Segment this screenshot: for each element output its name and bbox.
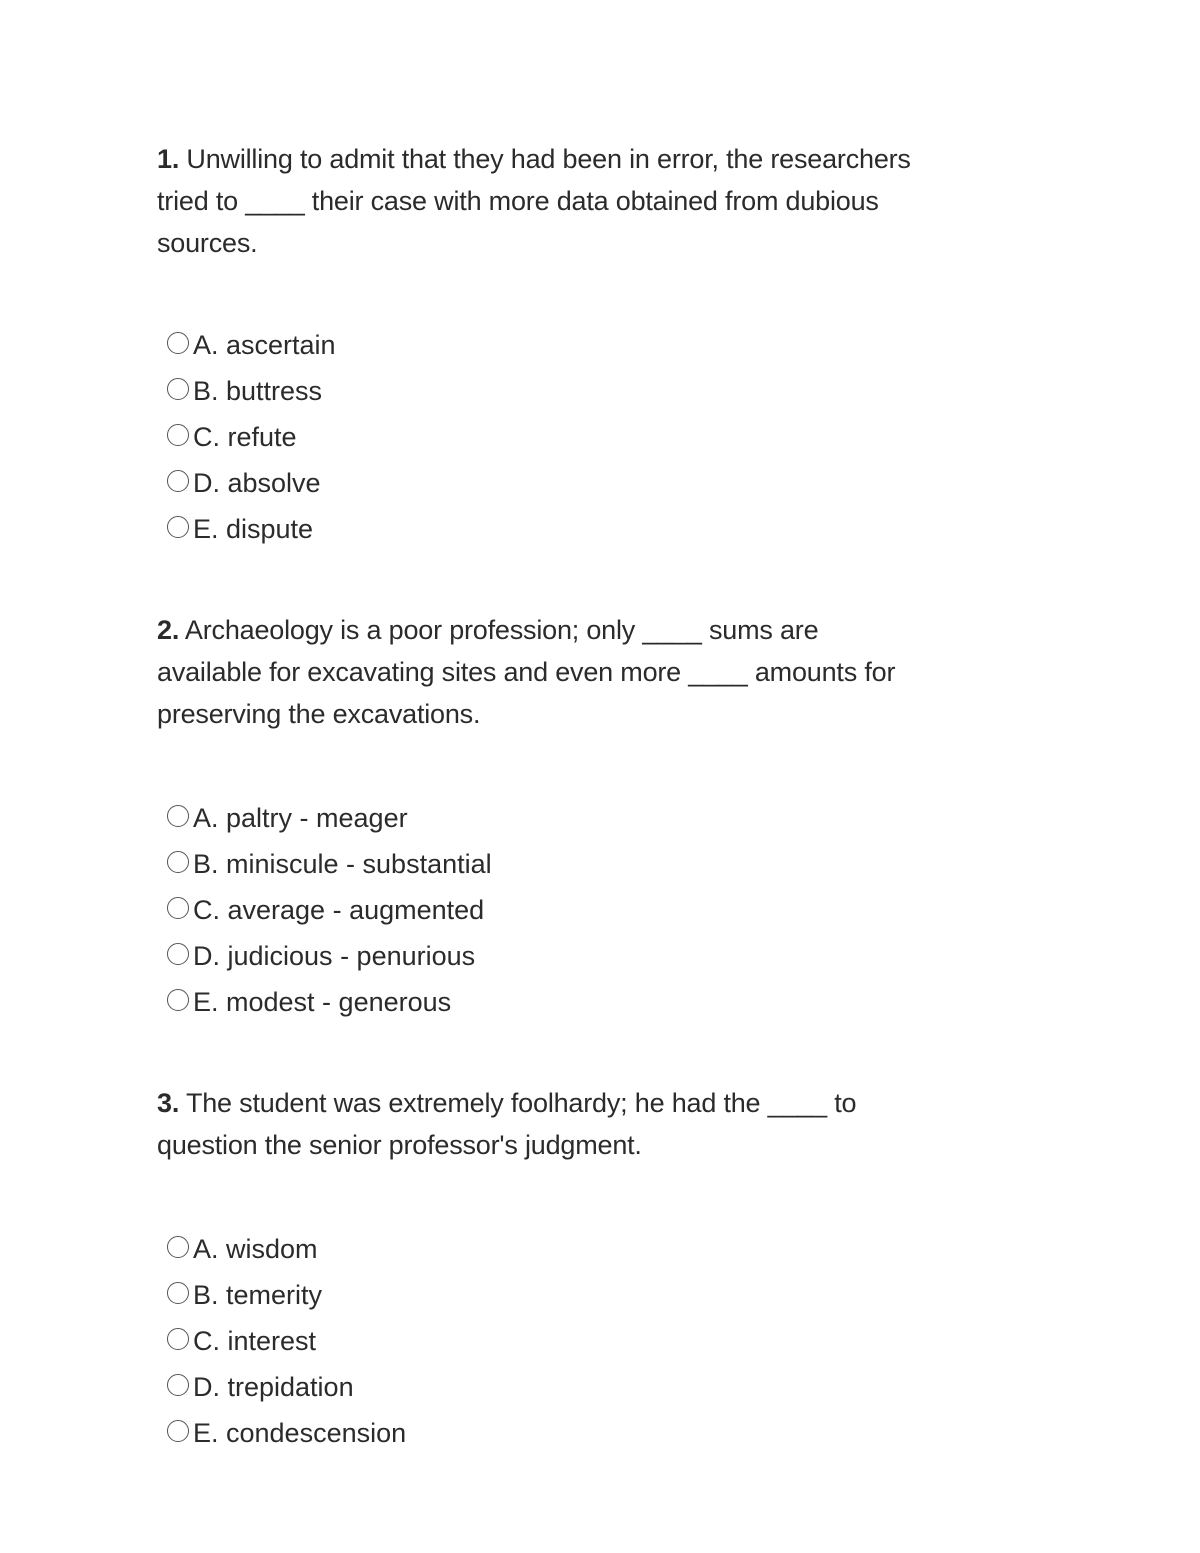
radio-button-icon[interactable] [167, 897, 189, 919]
option-label: C. average - augmented [193, 894, 485, 925]
option-label: D. absolve [193, 467, 321, 498]
question-2-stem: Archaeology is a poor profession; only ____ sums are available for excavating sites and even more ____ amounts for preserving the excavations. [157, 615, 896, 729]
question-3-option-a[interactable] [167, 1226, 917, 1272]
question-2-option-b[interactable] [167, 841, 917, 887]
question-3-options [157, 1226, 917, 1456]
question-2-number: 2. [157, 615, 180, 645]
question-3-option-d[interactable] [167, 1364, 917, 1410]
question-2 [157, 609, 917, 1025]
radio-button-icon[interactable] [167, 1282, 189, 1304]
radio-button-icon[interactable] [167, 424, 189, 446]
option-label: A. wisdom [193, 1233, 318, 1264]
radio-button-icon[interactable] [167, 1328, 189, 1350]
option-label: E. condescension [193, 1417, 407, 1448]
radio-button-icon[interactable] [167, 943, 189, 965]
question-2-option-a[interactable] [167, 795, 917, 841]
question-3-stem: The student was extremely foolhardy; he had the ____ to question the senior professor's judgment. [157, 1088, 857, 1160]
radio-button-icon[interactable] [167, 1236, 189, 1258]
radio-button-icon[interactable] [167, 805, 189, 827]
option-label: B. miniscule - substantial [193, 848, 492, 879]
option-label: B. temerity [193, 1279, 323, 1310]
question-1-stem: Unwilling to admit that they had been in error, the researchers tried to ____ their case with more data obtained from dubious sources. [157, 144, 911, 258]
question-1-option-c[interactable] [167, 414, 917, 460]
radio-button-icon[interactable] [167, 1420, 189, 1442]
question-3 [157, 1082, 917, 1456]
question-1-option-e[interactable] [167, 506, 917, 552]
quiz-page [157, 138, 917, 1456]
question-1-option-d[interactable] [167, 460, 917, 506]
question-3-option-e[interactable] [167, 1410, 917, 1456]
question-2-option-d[interactable] [167, 933, 917, 979]
option-label: E. modest - generous [193, 986, 452, 1017]
radio-button-icon[interactable] [167, 989, 189, 1011]
option-label: A. paltry - meager [193, 802, 408, 833]
radio-button-icon[interactable] [167, 470, 189, 492]
option-label: E. dispute [193, 513, 314, 544]
question-2-text [157, 609, 917, 735]
radio-button-icon[interactable] [167, 1374, 189, 1396]
option-label: C. interest [193, 1325, 317, 1356]
option-label: D. trepidation [193, 1371, 354, 1402]
option-label: C. refute [193, 421, 297, 452]
question-1-number: 1. [157, 144, 180, 174]
option-label: B. buttress [193, 375, 323, 406]
question-3-text [157, 1082, 917, 1166]
radio-button-icon[interactable] [167, 851, 189, 873]
question-1-option-b[interactable] [167, 368, 917, 414]
option-label: D. judicious - penurious [193, 940, 476, 971]
question-3-option-b[interactable] [167, 1272, 917, 1318]
question-2-option-c[interactable] [167, 887, 917, 933]
question-3-number: 3. [157, 1088, 180, 1118]
question-1 [157, 138, 917, 552]
question-1-options [157, 322, 917, 552]
option-label: A. ascertain [193, 329, 336, 360]
radio-button-icon[interactable] [167, 332, 189, 354]
question-3-option-c[interactable] [167, 1318, 917, 1364]
question-2-option-e[interactable] [167, 979, 917, 1025]
radio-button-icon[interactable] [167, 378, 189, 400]
question-1-text [157, 138, 917, 264]
radio-button-icon[interactable] [167, 516, 189, 538]
question-1-option-a[interactable] [167, 322, 917, 368]
question-2-options [157, 795, 917, 1025]
